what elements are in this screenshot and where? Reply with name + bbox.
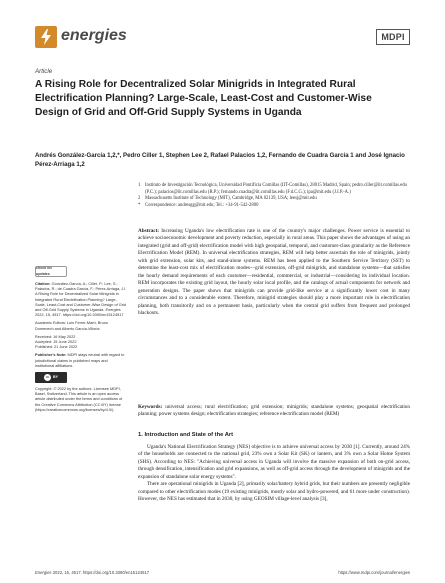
citation-authors: González-García, A.; Ciller, P.; Lee, S.; Palacios, R.; de Cuadra García, F.; Pérez-Arriaga, J.I. A Rising Role for Decentralized Solar Minigrids in Integrated Rural Electrification Planning? Large-Scale, Least-Cost and Customer-Wise Design of Grid and Off-Grid Supply Systems in Uganda. [35,282,127,313]
mdpi-logo: MDPI [376,29,410,45]
dates-block [35,335,127,351]
affiliation-number: * [138,202,141,208]
paragraph: There are operational minigrids in Uganda [2], primarily solar/battery hybrid grids, but their numbers are presently negligible compared to other electrification modes (19 existing minigrids, mostly solar and hydro-powered, and 61 more under construction). However, the NES has estimated that in 2030, by using GEOSIM village-level analysis [3], [138,481,410,503]
energies-logo-icon [35,26,57,48]
cc-license-badge[interactable] [35,372,67,383]
citation-doi-link[interactable]: https://doi.org/10.3390/en15124517 [62,313,124,318]
article-type: Article [35,68,53,75]
footer-citation [35,570,149,575]
citation-volume: 2022, 15, 4517. [35,313,62,318]
citation-label: Citation: [35,282,51,286]
keywords-text: universal access; rural electrification; grid extension; minigrids; standalone systems; geospatial electrification planning; power systems design; electrification strategies; reference electrification model (REM) [138,404,410,418]
published-date: Published: 21 June 2022 [35,345,78,350]
affiliation-text: Massachusetts Institute of Technology (MIT), Cambridge, MA 02139, USA; leesj@mit.edu [145,196,317,202]
affiliation-number: 1 [138,183,141,188]
check-for-updates-button[interactable]: check for updates [35,266,67,277]
cc-by-text: BY [53,374,58,379]
footer-citation-text: 2022, 15, 4517. https://doi.org/10.3390/en15124517 [52,570,150,575]
keywords-label: Keywords: [138,404,163,410]
correspondence-item [138,203,410,210]
publisher-note-label: Publisher's Note: [35,353,67,358]
citation-block [35,282,127,318]
citation-journal: Energies [105,308,121,313]
keywords [138,404,410,419]
footer-journal-link[interactable]: https://www.mdpi.com/journal/energies [338,570,410,575]
journal-header [35,26,410,48]
sidebar-metadata [35,266,127,416]
paragraph: Uganda's National Electrification Strategy (NES) objective is to achieve universal access by 2030 [1]. Currently, around 24% of the households are connected to the national grid, 23% own a Solar Kit (SK) or lantern, and 3% own a Solar Home System (SHS). According to NES: "Achieving universal access in Uganda will involve the massive expansion of both on-grid access, through densification, intensification and grid expansions, as well as off-grid access through the development of minigrids and the expansion of standalone solar energy systems". [138,444,410,480]
academic-editors: Academic Editors: Luis Ferrer-Martí, Bruno Domenech and Alberto García-Villoria [35,321,109,331]
abstract-label: Abstract: [138,228,160,234]
cc-icon: cc [44,374,51,381]
affiliations [138,183,410,209]
publisher-note-text: MDPI stays neutral with regard to jurisdictional claims in published maps and institutional affiliations. [35,353,125,368]
abstract [138,228,410,317]
affiliation-item [138,196,410,203]
affiliation-item [138,183,410,196]
affiliation-text: Instituto de Investigación Tecnológica, Universidad Pontificia Comillas (IIT-Comillas), 28015 Madrid, Spain; pedro.ciller@iit.comillas.edu (P.C.); palacios@iit.comillas.edu (R.P.); fernando.cuadra@iit.comillas.edu (F.d.C.G.); ipa@mit.edu (J.I.P.-A.) [145,183,407,195]
section-heading: 1. Introduction and State of the Art [138,432,234,438]
publisher-note [35,353,127,369]
copyright-notice: Copyright: © 2022 by the authors. Licensee MDPI, Basel, Switzerland. This article is an open access article distributed under the terms and conditions of the Creative Commons Attribution (CC BY) license (https://creativecommons.org/licenses/by/4.0/). [35,387,123,412]
journal-name: energies [61,27,127,44]
affiliation-number: 2 [138,196,141,202]
received-date: Received: 16 May 2022 [35,334,76,339]
footer-journal: Energies [35,570,52,575]
accepted-date: Accepted: 15 June 2022 [35,340,77,345]
article-title: A Rising Role for Decentralized Solar Minigrids in Integrated Rural Electrification Planning? Large-Scale, Least-Cost and Customer-Wise Design of Grid and Off-Grid Supply Systems in Uganda [35,79,372,118]
abstract-text: Increasing Uganda's low electrification rate is one of the country's major challenges. Power service is essential to achieve socioeconomic development and poverty reduction, especially in rural areas. This paper shows the advantages of using an integrated (grid and off-grid) electrification model with high geospatial, temporal, and customer-class granularity as the Reference Electrification Model (REM). In universal electrification strategies, REM will help better ascertain the role of minigrids, jointly with grid extension, solar kits, and stand-alone systems. REM has been applied to the Southern Service Territory (SST) to determine the least-cost mix of electrification modes—grid extension, off-grid minigrids, and standalone systems—that satisfies the hourly demand requirements of each customer—residential, commercial, or industrial—considering its individual location. REM incorporates the existing grid layout, the hourly solar local profile, and the catalogs of actual components for network and generation designs. The paper shows that minigrids can provide grid-like service at a significantly lower cost in many circumstances and to a considerable extent. Therefore, minigrid strategies should play a more important role in electrification planning, both transitorily and on a permanent basis, particularly when the central grid suffers from frequent and prolonged blackouts. [138,228,410,316]
author-list: Andrés González-García 1,2,*, Pedro Ciller 1, Stephen Lee 2, Rafael Palacios 1,2, Fernando de Cuadra García 1 and José Ignacio Pérez-Arriaga 1,2 [35,152,405,168]
correspondence-text: Correspondence: andresgg@mit.edu; Tel.: +34-91-542-2800 [145,202,259,208]
introduction-body [138,444,410,504]
